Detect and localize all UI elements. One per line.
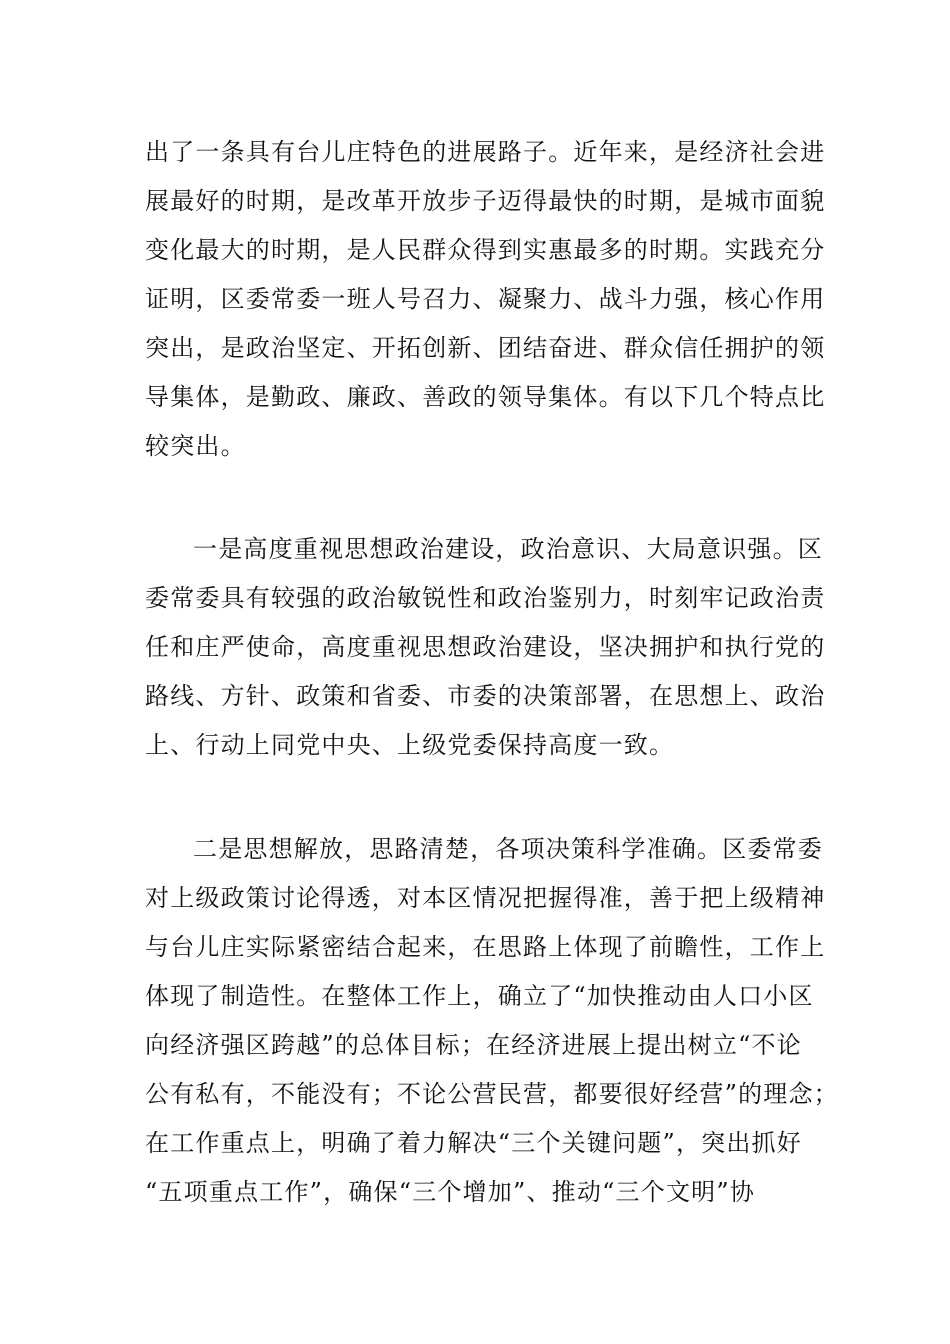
paragraph-line: 与台儿庄实际紧密结合起来，在思路上体现了前瞻性，工作上 bbox=[145, 933, 826, 961]
paragraph-line: 证明，区委常委一班人号召力、凝聚力、战斗力强，核心作用 bbox=[145, 285, 826, 313]
paragraph-line: 向经济强区跨越”的总体目标；在经济进展上提出树立“不论 bbox=[145, 1031, 802, 1059]
paragraph-line: 上、行动上同党中央、上级党委保持高度一致。 bbox=[145, 731, 675, 759]
paragraph-line: 任和庄严使命，高度重视思想政治建设，坚决拥护和执行党的 bbox=[145, 633, 826, 661]
paragraph-1 bbox=[145, 128, 826, 471]
paragraph-line: 导集体，是勤政、廉政、善政的领导集体。有以下几个特点比 bbox=[145, 383, 826, 411]
paragraph-line: 变化最大的时期，是人民群众得到实惠最多的时期。实践充分 bbox=[145, 236, 826, 264]
paragraph-line: 较突出。 bbox=[145, 432, 246, 460]
paragraph-line: 对上级政策讨论得透，对本区情况把握得准，善于把上级精神 bbox=[145, 884, 826, 912]
paragraph-line: 体现了制造性。在整体工作上，确立了“加快推动由人口小区 bbox=[145, 982, 814, 1010]
paragraph-line: 委常委具有较强的政治敏锐性和政治鉴别力，时刻牢记政治责 bbox=[145, 584, 826, 612]
paragraph-line: 展最好的时期，是改革开放步子迈得最快的时期，是城市面貌 bbox=[145, 187, 826, 215]
paragraph-line: 突出，是政治坚定、开拓创新、团结奋进、群众信任拥护的领 bbox=[145, 334, 826, 362]
paragraph-line: 一是高度重视思想政治建设，政治意识、大局意识强。区 bbox=[193, 535, 823, 563]
paragraph-3 bbox=[145, 825, 839, 1217]
paragraph-line: 公有私有，不能没有；不论公营民营，都要很好经营”的理念； bbox=[145, 1080, 839, 1108]
paragraph-line: “五项重点工作”，确保“三个增加”、推动“三个文明”协 bbox=[145, 1178, 756, 1206]
paragraph-line: 出了一条具有台儿庄特色的进展路子。近年来，是经济社会进 bbox=[145, 138, 826, 166]
paragraph-line: 二是思想解放，思路清楚，各项决策科学准确。区委常委 bbox=[193, 835, 823, 863]
paragraph-2 bbox=[145, 525, 826, 770]
paragraph-line: 路线、方针、政策和省委、市委的决策部署，在思想上、政治 bbox=[145, 682, 826, 710]
paragraph-line: 在工作重点上，明确了着力解决“三个关键问题”，突出抓好 bbox=[145, 1129, 802, 1157]
